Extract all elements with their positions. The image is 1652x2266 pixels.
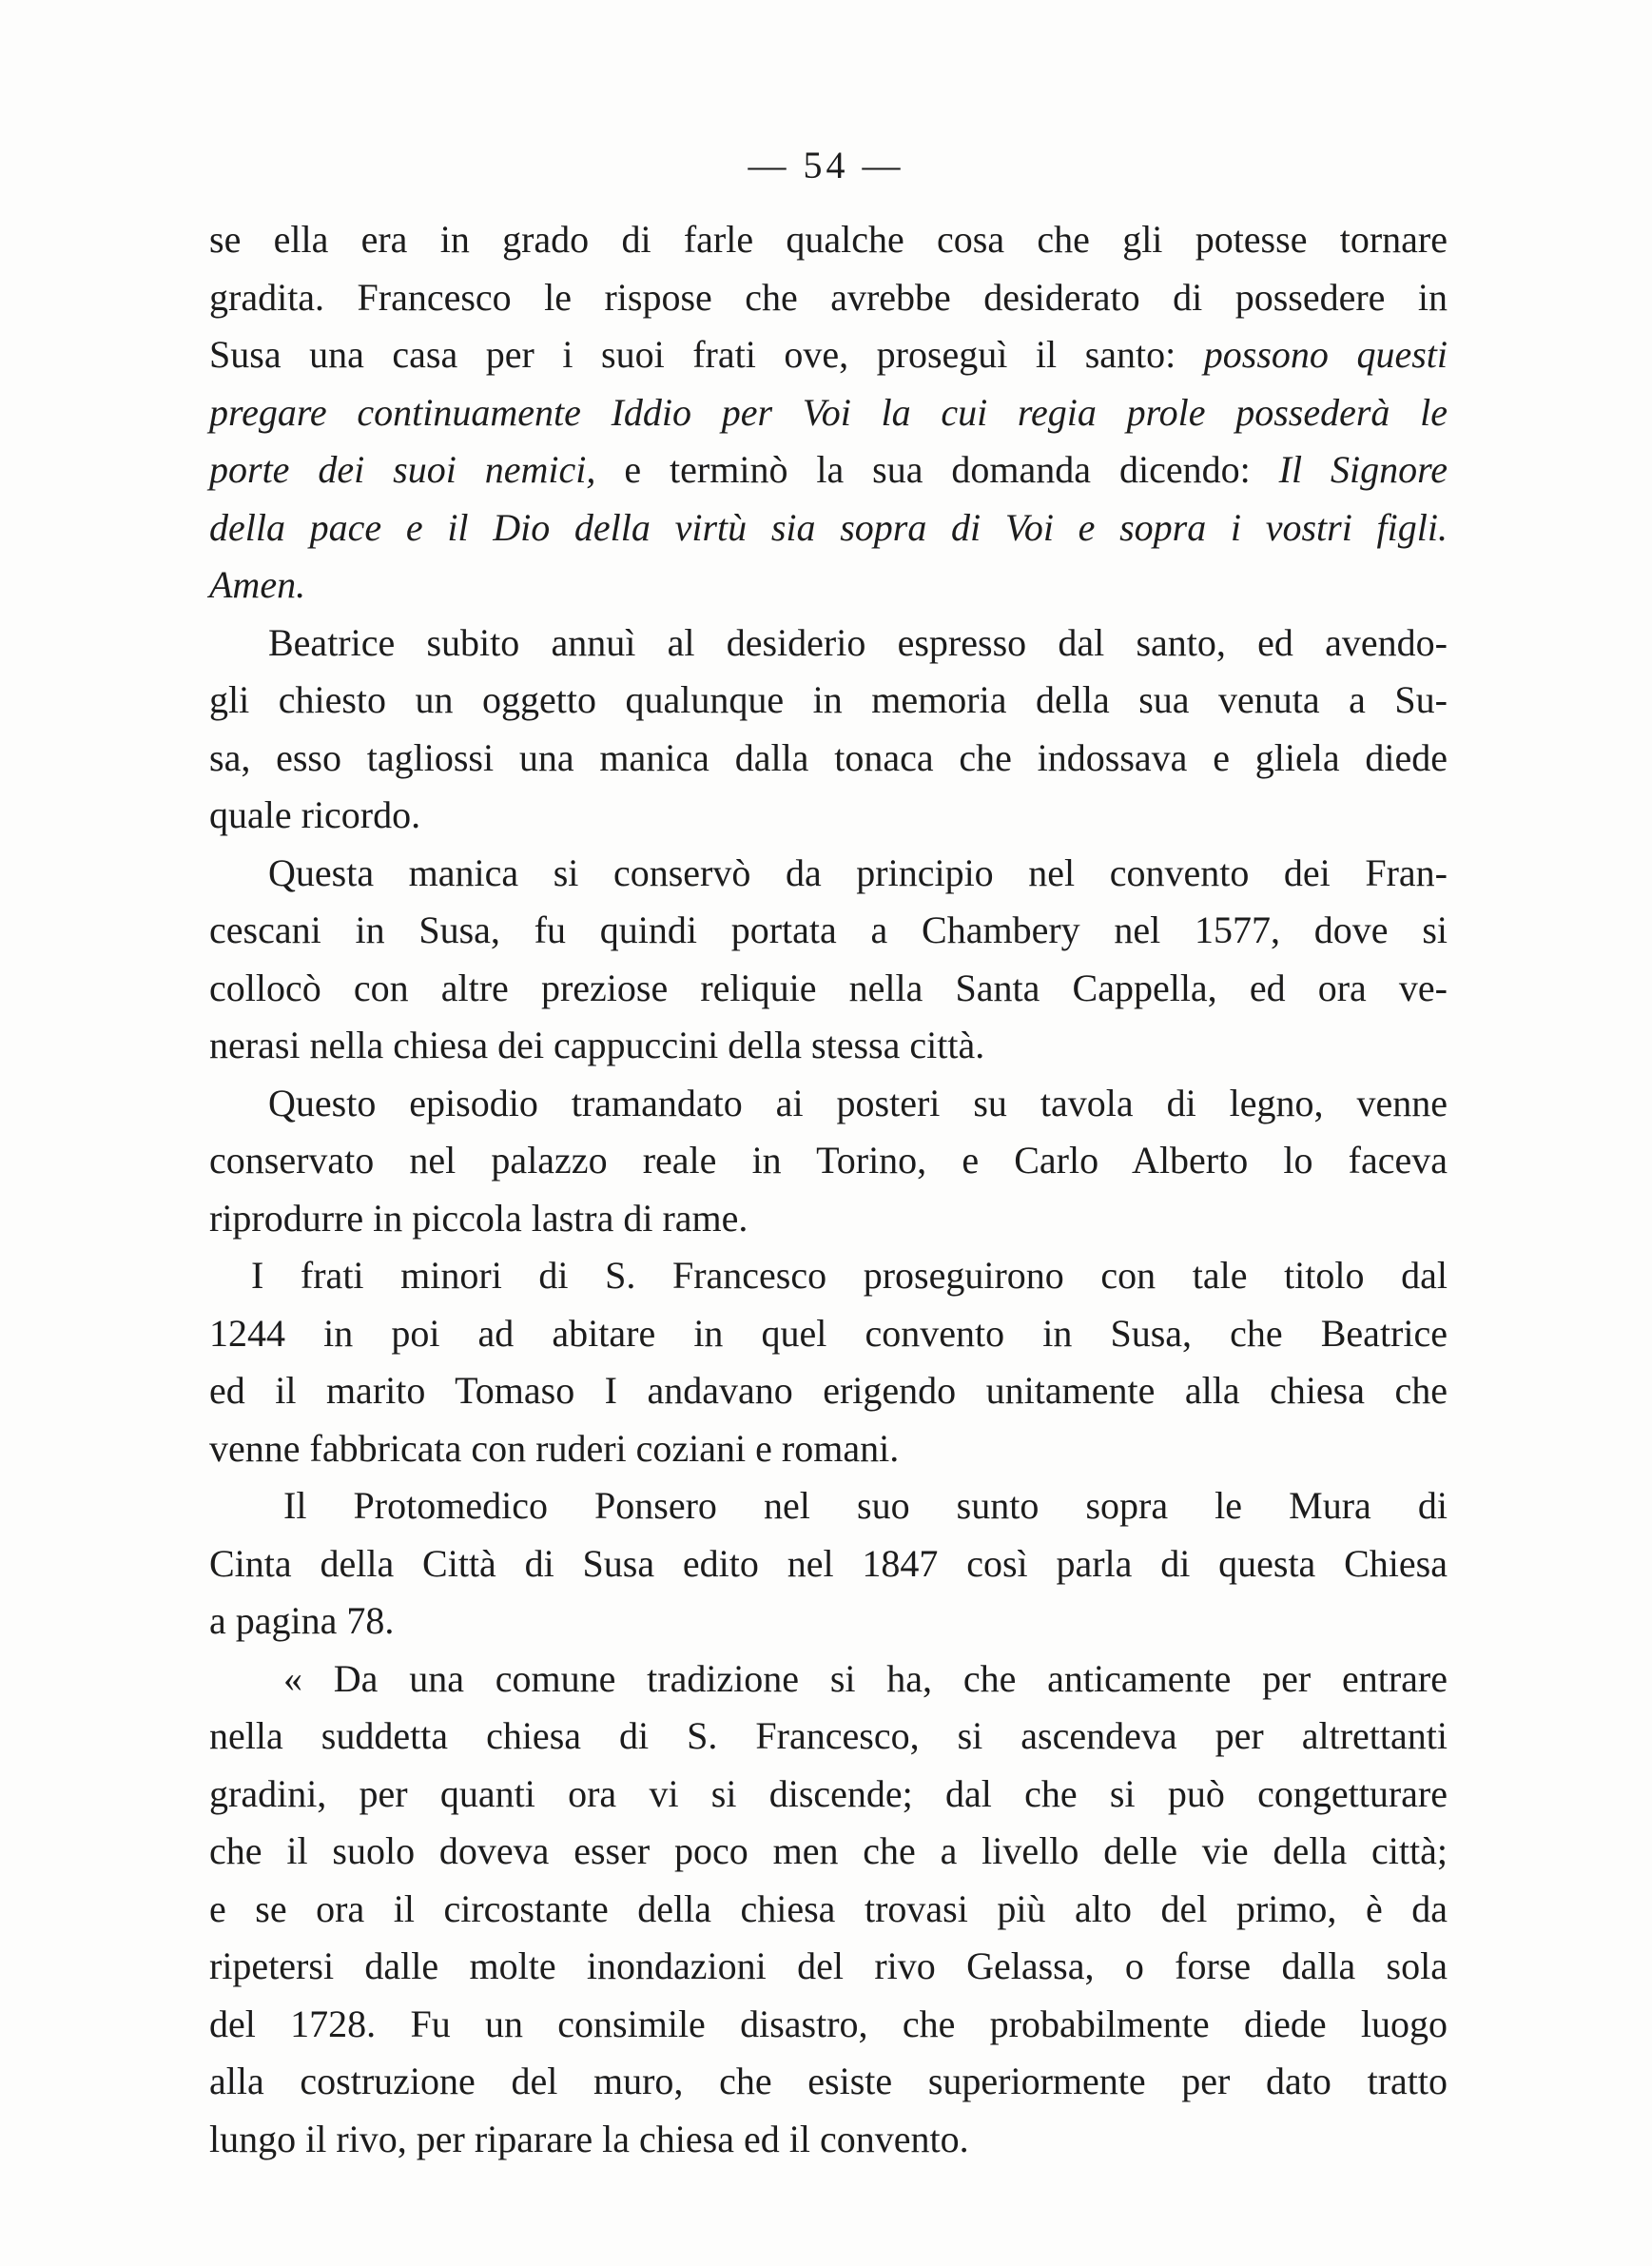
text-span: collocò con altre preziose reliquie nella Santa Cappella, ed ora ve- [209, 966, 1448, 1009]
text-span: che il suolo doveva esser poco men che a livello delle vie della città; [209, 1829, 1448, 1872]
text-span: Questa manica si conservò da principio nel convento dei Fran- [268, 850, 1448, 894]
text-span: lungo il rivo, per riparare la chiesa ed il convento. [209, 2117, 969, 2160]
text-line [209, 326, 1448, 384]
text-line [209, 730, 1448, 788]
text-span: nella suddetta chiesa di S. Francesco, si ascendeva per altrettanti [209, 1714, 1448, 1757]
text-line [209, 384, 1448, 442]
text-span: Cinta della Città di Susa edito nel 1847 così parla di questa Chiesa [209, 1541, 1448, 1585]
text-span: « Da una comune tradizione si ha, che anticamente per entrare [283, 1656, 1448, 1700]
text-span: Questo episodio tramandato ai posteri su tavola di legno, venne [268, 1081, 1448, 1124]
text-line [209, 1017, 1448, 1075]
text-span: venne fabbricata con ruderi coziani e romani. [209, 1426, 900, 1470]
text-span: gli chiesto un oggetto qualunque in memoria della sua venuta a Su- [209, 678, 1448, 721]
text-line [209, 787, 1448, 845]
text-span: conservato nel palazzo reale in Torino, e Carlo Alberto lo faceva [209, 1139, 1448, 1182]
text-line [209, 1996, 1448, 2054]
text-line [209, 615, 1448, 673]
text-line [209, 441, 1448, 499]
text-line [209, 1362, 1448, 1420]
text-span: cescani in Susa, fu quindi portata a Chambery nel 1577, dove si [209, 908, 1448, 951]
text-line [209, 1938, 1448, 1996]
text-line [209, 902, 1448, 960]
text-span: I frati minori di S. Francesco proseguirono con tale titolo dal [251, 1254, 1448, 1297]
text-span: a pagina 78. [209, 1599, 395, 1642]
text-span: ed il marito Tomaso I andavano erigendo unitamente alla chiesa che [209, 1369, 1448, 1412]
text-span: 1244 in poi ad abitare in quel convento in Susa, che Beatrice [209, 1311, 1448, 1355]
text-span: e se ora il circostante della chiesa trovasi più alto del primo, è da [209, 1886, 1448, 1930]
text-line [209, 845, 1448, 903]
italic-text: pregare continuamente Iddio per Voi la cui regia prole possederà le [209, 390, 1448, 434]
text-span: ripetersi dalle molte inondazioni del rivo Gelassa, o forse dalla sola [209, 1944, 1448, 1987]
text-line [209, 1881, 1448, 1939]
text-line [209, 960, 1448, 1018]
text-span: nerasi nella chiesa dei cappuccini della stessa città. [209, 1024, 985, 1066]
text-line [209, 1420, 1448, 1478]
text-span: Beatrice subito annuì al desiderio espresso dal santo, ed avendo- [268, 620, 1448, 664]
text-line [209, 1190, 1448, 1248]
text-span: e terminò la sua domanda dicendo: [595, 448, 1279, 491]
text-span: Il Protomedico Ponsero nel suo sunto sopra le Mura di [283, 1484, 1448, 1527]
text-line [209, 1477, 1448, 1535]
text-span: riprodurre in piccola lastra di rame. [209, 1196, 748, 1240]
text-line [209, 1305, 1448, 1363]
text-span: gradita. Francesco le rispose che avrebbe desiderato di possedere in [209, 275, 1448, 319]
text-line [209, 557, 1448, 615]
text-line [209, 1132, 1448, 1190]
italic-text: porte dei suoi nemici, [209, 448, 596, 491]
text-line [209, 1535, 1448, 1593]
text-line [209, 1708, 1448, 1766]
text-line [209, 1766, 1448, 1824]
text-line [209, 2053, 1448, 2111]
text-line [209, 672, 1448, 730]
text-line [209, 211, 1448, 269]
text-line [209, 499, 1448, 557]
italic-text: possono questi [1203, 333, 1448, 376]
text-span: sa, esso tagliossi una manica dalla tonaca che indossava e gliela diede [209, 735, 1448, 779]
text-line [209, 1592, 1448, 1651]
text-line [209, 1247, 1448, 1305]
text-line [209, 1823, 1448, 1881]
text-line [209, 1075, 1448, 1133]
body-text [209, 211, 1448, 2168]
text-line [209, 2111, 1448, 2169]
text-span: quale ricordo. [209, 793, 421, 836]
italic-text: Il Signore [1278, 448, 1448, 491]
text-span: se ella era in grado di farle qualche cosa che gli potesse tornare [209, 218, 1448, 261]
italic-text: della pace e il Dio della virtù sia sopra di Voi e sopra i vostri figli. [209, 505, 1448, 549]
italic-text: Amen. [209, 563, 306, 606]
text-line [209, 1651, 1448, 1709]
text-span: del 1728. Fu un consimile disastro, che probabilmente diede luogo [209, 2002, 1448, 2045]
text-span: alla costruzione del muro, che esiste superiormente per dato tratto [209, 2060, 1448, 2102]
page-number: — 54 — [748, 144, 904, 186]
text-span: gradini, per quanti ora vi si discende; dal che si può congetturare [209, 1771, 1448, 1815]
text-line [209, 269, 1448, 327]
text-span: Susa una casa per i suoi frati ove, proseguì il santo: [209, 333, 1204, 376]
